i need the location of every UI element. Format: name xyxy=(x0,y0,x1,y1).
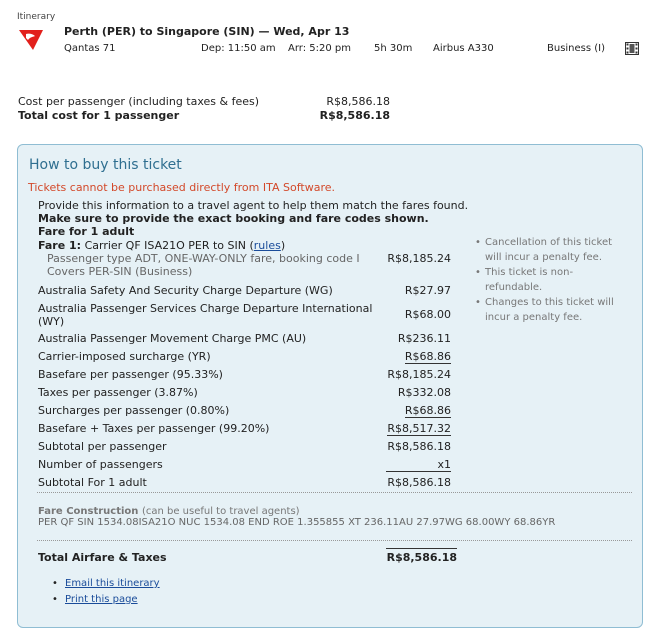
charge-au-value: R$236.11 xyxy=(397,332,451,345)
charge-wy-label-code: (WY) xyxy=(38,315,65,328)
charge-wg-label: Australia Safety And Security Charge Departure (WG) xyxy=(38,284,333,297)
subtotal-adult-label: Subtotal For 1 adult xyxy=(38,476,147,489)
total-divider xyxy=(386,548,457,549)
agent-instruction: Provide this information to a travel agent to help them match the fares found. xyxy=(38,199,469,212)
exact-codes-emphasis: Make sure to provide the exact booking and fare codes shown. xyxy=(38,212,429,225)
purchase-warning: Tickets cannot be purchased directly from ITA Software. xyxy=(28,181,335,194)
basefare-label: Basefare per passenger (95.33%) xyxy=(38,368,223,381)
fare-1-description: Passenger type ADT, ONE-WAY-ONLY fare, booking code I xyxy=(47,252,360,265)
cabin-class: Business (I) xyxy=(547,43,606,54)
link-bullet: • xyxy=(52,594,58,605)
qantas-kangaroo-logo-icon xyxy=(17,28,45,52)
total-airfare-label: Total Airfare & Taxes xyxy=(38,551,167,564)
count-divider xyxy=(386,471,451,472)
divider-dotted-2 xyxy=(37,540,632,541)
cost-per-passenger-value: R$8,586.18 xyxy=(326,95,390,108)
fare-1-covers: Covers PER-SIN (Business) xyxy=(47,265,193,278)
note-item xyxy=(475,235,625,265)
taxes-label: Taxes per passenger (3.87%) xyxy=(38,386,198,399)
fare-construction-code: PER QF SIN 1534.08ISA21O NUC 1534.08 END ROE 1.355855 XT 236.11AU 27.97WG 68.00WY 68.86YR xyxy=(38,517,556,528)
how-to-buy-title: How to buy this ticket xyxy=(29,157,182,173)
fare-1-text: Carrier QF ISA21O PER to SIN ( xyxy=(84,239,254,252)
note-changes: Changes to this ticket will incur a penalty fee. xyxy=(485,297,614,323)
total-cost-label: Total cost for 1 passenger xyxy=(18,109,180,122)
passenger-count-label: Number of passengers xyxy=(38,458,163,471)
film-icon[interactable] xyxy=(625,42,639,55)
fare-construction-label: Fare Construction xyxy=(38,506,139,517)
charge-wg-value: R$27.97 xyxy=(404,284,451,297)
ticket-notes xyxy=(475,235,625,325)
route-title: Perth (PER) to Singapore (SIN) — Wed, Apr 13 xyxy=(64,25,350,38)
link-bullet: • xyxy=(52,578,58,589)
total-cost-value: R$8,586.18 xyxy=(319,109,390,122)
basefare-taxes-label: Basefare + Taxes per passenger (99.20%) xyxy=(38,422,270,435)
fare-1-label: Fare 1: xyxy=(38,239,82,252)
subtotal-adult-value: R$8,586.18 xyxy=(387,476,451,489)
basefare-taxes-value xyxy=(371,422,451,435)
note-item xyxy=(475,295,625,325)
fare-construction-heading xyxy=(38,504,300,517)
aircraft-type: Airbus A330 xyxy=(433,43,494,54)
passenger-count-value: x1 xyxy=(437,458,451,471)
fare-1-close: ) xyxy=(280,239,286,252)
cost-per-passenger-label: Cost per passenger (including taxes & fees) xyxy=(18,95,260,108)
charge-wy-value: R$68.00 xyxy=(404,308,451,321)
arrival-time: Arr: 5:20 pm xyxy=(288,43,351,54)
total-airfare-value: R$8,586.18 xyxy=(386,551,457,564)
charge-au-label: Australia Passenger Movement Charge PMC (AU) xyxy=(38,332,307,345)
fare-1-value: R$8,185.24 xyxy=(387,252,451,265)
note-bullet: • xyxy=(475,267,481,278)
departure-time: Dep: 11:50 am xyxy=(201,43,276,54)
fare-1-line xyxy=(38,239,285,252)
taxes-value: R$332.08 xyxy=(397,386,451,399)
subtotal-per-passenger-value: R$8,586.18 xyxy=(387,440,451,453)
basefare-taxes-amount: R$8,517.32 xyxy=(387,422,451,435)
note-cancellation: Cancellation of this ticket will incur a penalty fee. xyxy=(485,237,613,263)
fare-rules-link[interactable]: rules xyxy=(253,239,281,252)
divider-dotted-1 xyxy=(37,492,632,493)
note-nonrefundable: This ticket is non-refundable. xyxy=(485,267,574,293)
note-bullet: • xyxy=(475,297,481,308)
charge-wy-label: Australia Passenger Services Charge Departure International xyxy=(38,302,373,315)
surcharges-amount: R$68.86 xyxy=(404,404,451,417)
basefare-value: R$8,185.24 xyxy=(387,368,451,381)
fare-construction-hint: (can be useful to travel agents) xyxy=(141,506,300,517)
surcharges-label: Surcharges per passenger (0.80%) xyxy=(38,404,230,417)
itinerary-label: Itinerary xyxy=(17,12,56,22)
flight-duration: 5h 30m xyxy=(374,43,413,54)
fare-for-adult: Fare for 1 adult xyxy=(38,225,135,238)
print-page-link[interactable]: Print this page xyxy=(65,594,138,605)
email-itinerary-link[interactable]: Email this itinerary xyxy=(65,578,160,589)
surcharge-yr-amount: R$68.86 xyxy=(404,350,451,363)
flight-number: Qantas 71 xyxy=(64,43,116,54)
surcharges-value xyxy=(371,404,451,417)
note-item xyxy=(475,265,625,295)
subtotal-per-passenger-label: Subtotal per passenger xyxy=(38,440,167,453)
surcharge-yr-label: Carrier-imposed surcharge (YR) xyxy=(38,350,211,363)
note-bullet: • xyxy=(475,237,481,248)
surcharge-yr-value xyxy=(371,350,451,363)
